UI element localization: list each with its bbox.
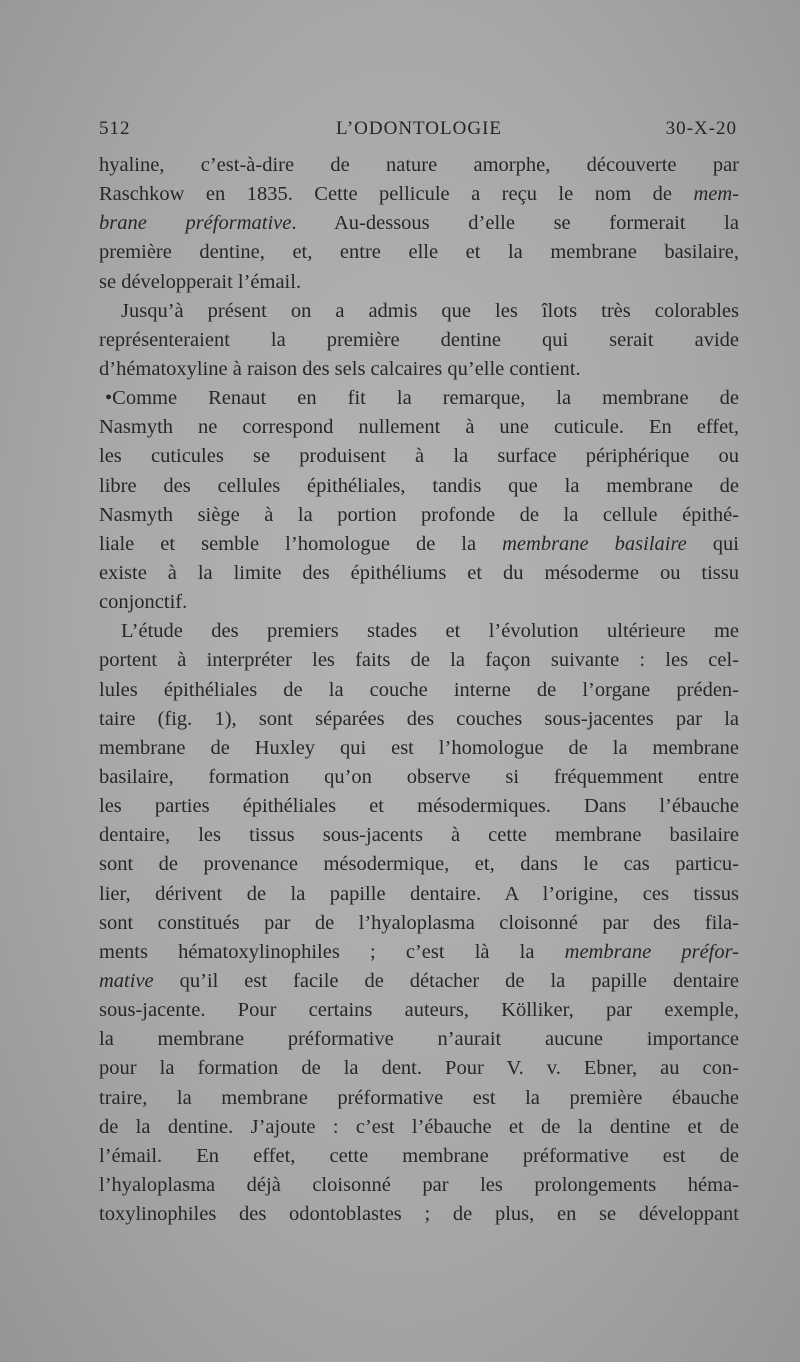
text-line [99,938,739,967]
text-run: l’émail. En effet, cette membrane préformative est de [99,1144,739,1167]
text-line [99,238,739,267]
text-run: sont constitués par de l’hyaloplasma cloisonné par des fila- [99,911,739,934]
text-line [99,1025,739,1054]
text-run: traire, la membrane préformative est la première ébauche [99,1086,739,1109]
text-line [99,588,739,617]
text-run: Raschkow en 1835. Cette pellicule a reçu le nom de [99,183,694,206]
page-header [99,118,739,144]
text-line [99,1142,739,1171]
text-line [99,1084,739,1113]
italic-term: membrane basilaire [502,532,687,555]
italic-term: mative [99,969,154,992]
text-run: . Au-dessous d’elle se formerait la [291,212,739,235]
text-run: lules épithéliales de la couche interne de l’organe préden- [99,678,739,701]
text-run: d’hématoxyline à raison des sels calcaires qu’elle contient. [99,357,581,380]
text-line [99,792,739,821]
text-line [99,1171,739,1200]
text-line [99,1054,739,1083]
text-run: pour la formation de la dent. Pour V. v. Ebner, au con- [99,1057,739,1080]
text-run: l’hyaloplasma déjà cloisonné par les prolongements héma- [99,1173,739,1196]
text-line [99,530,739,559]
text-run: L’étude des premiers stades et l’évolution ultérieure me [121,620,739,643]
text-line [99,705,739,734]
text-run: qui [686,532,740,555]
text-run: les cuticules se produisent à la surface périphérique ou [99,445,739,468]
body-text [99,151,739,1229]
text-run: première dentine, et, entre elle et la membrane basilaire, [99,241,739,264]
text-run: la membrane préformative n’aurait aucune importance [99,1028,739,1051]
text-line [99,676,739,705]
issue-date: 30-X-20 [665,118,737,139]
page-number: 512 [99,118,131,139]
text-line [99,880,739,909]
text-line [99,967,739,996]
text-run: les parties épithéliales et mésodermiques. Dans l’ébauche [99,795,739,818]
running-title: L’ODONTOLOGIE [335,118,503,139]
text-line [99,996,739,1025]
text-line [99,734,739,763]
italic-term: membrane préfor- [564,940,740,963]
text-line [99,821,739,850]
text-run: taire (fig. 1), sont séparées des couches sous-jacentes par la [99,707,739,730]
text-run: sous-jacente. Pour certains auteurs, Kölliker, par exemple, [99,999,739,1022]
text-line [99,1113,739,1142]
text-line [99,442,739,471]
text-line [99,209,739,238]
text-run: hyaline, c’est-à-dire de nature amorphe, découverte par [99,154,739,176]
text-line [99,763,739,792]
text-run: toxylinophiles des odontoblastes ; de plus, en se développant [99,1203,739,1226]
text-run: Nasmyth siège à la portion profonde de la cellule épithé- [99,503,739,526]
text-run: représenteraient la première dentine qui serait avide [99,328,739,351]
text-line [99,850,739,879]
italic-term: mem- [693,183,739,206]
text-run: dentaire, les tissus sous-jacents à cette membrane basilaire [99,824,739,847]
text-run: de la dentine. J’ajoute : c’est l’ébauche et de la dentine et de [99,1115,739,1138]
text-run: qu’il est facile de détacher de la papille dentaire [153,969,739,992]
text-run: lier, dérivent de la papille dentaire. A l’origine, ces tissus [99,882,739,905]
text-line [99,1200,739,1229]
text-run: libre des cellules épithéliales, tandis que la membrane de [99,474,739,497]
text-line [99,297,739,326]
text-run: sont de provenance mésodermique, et, dans le cas particu- [99,853,739,876]
text-run: Jusqu’à présent on a admis que les îlots très colorables [121,299,739,322]
text-line [99,268,739,297]
text-line [99,646,739,675]
italic-term: brane préformative [99,212,292,235]
text-run: basilaire, formation qu’on observe si fréquemment entre [99,765,739,788]
text-run: conjonctif. [99,591,188,614]
text-run: existe à la limite des épithéliums et du mésoderme ou tissu [99,561,739,584]
text-line [99,559,739,588]
text-line [99,326,739,355]
text-line [99,355,739,384]
text-run: membrane de Huxley qui est l’homologue de la membrane [99,736,739,759]
text-run: •Comme Renaut en fit la remarque, la membrane de [105,387,739,410]
text-line [99,384,739,413]
text-run: portent à interpréter les faits de la façon suivante : les cel- [99,649,739,672]
text-run: Nasmyth ne correspond nullement à une cuticule. En effet, [99,416,739,439]
text-line [99,180,739,209]
text-run: se développerait l’émail. [99,270,302,293]
text-line [99,909,739,938]
text-line [99,472,739,501]
text-run: liale et semble l’homologue de la [99,532,503,555]
text-line [99,413,739,442]
text-line [99,617,739,646]
text-line [99,151,739,180]
text-run: ments hématoxylinophiles ; c’est là la [99,940,565,963]
text-line [99,501,739,530]
